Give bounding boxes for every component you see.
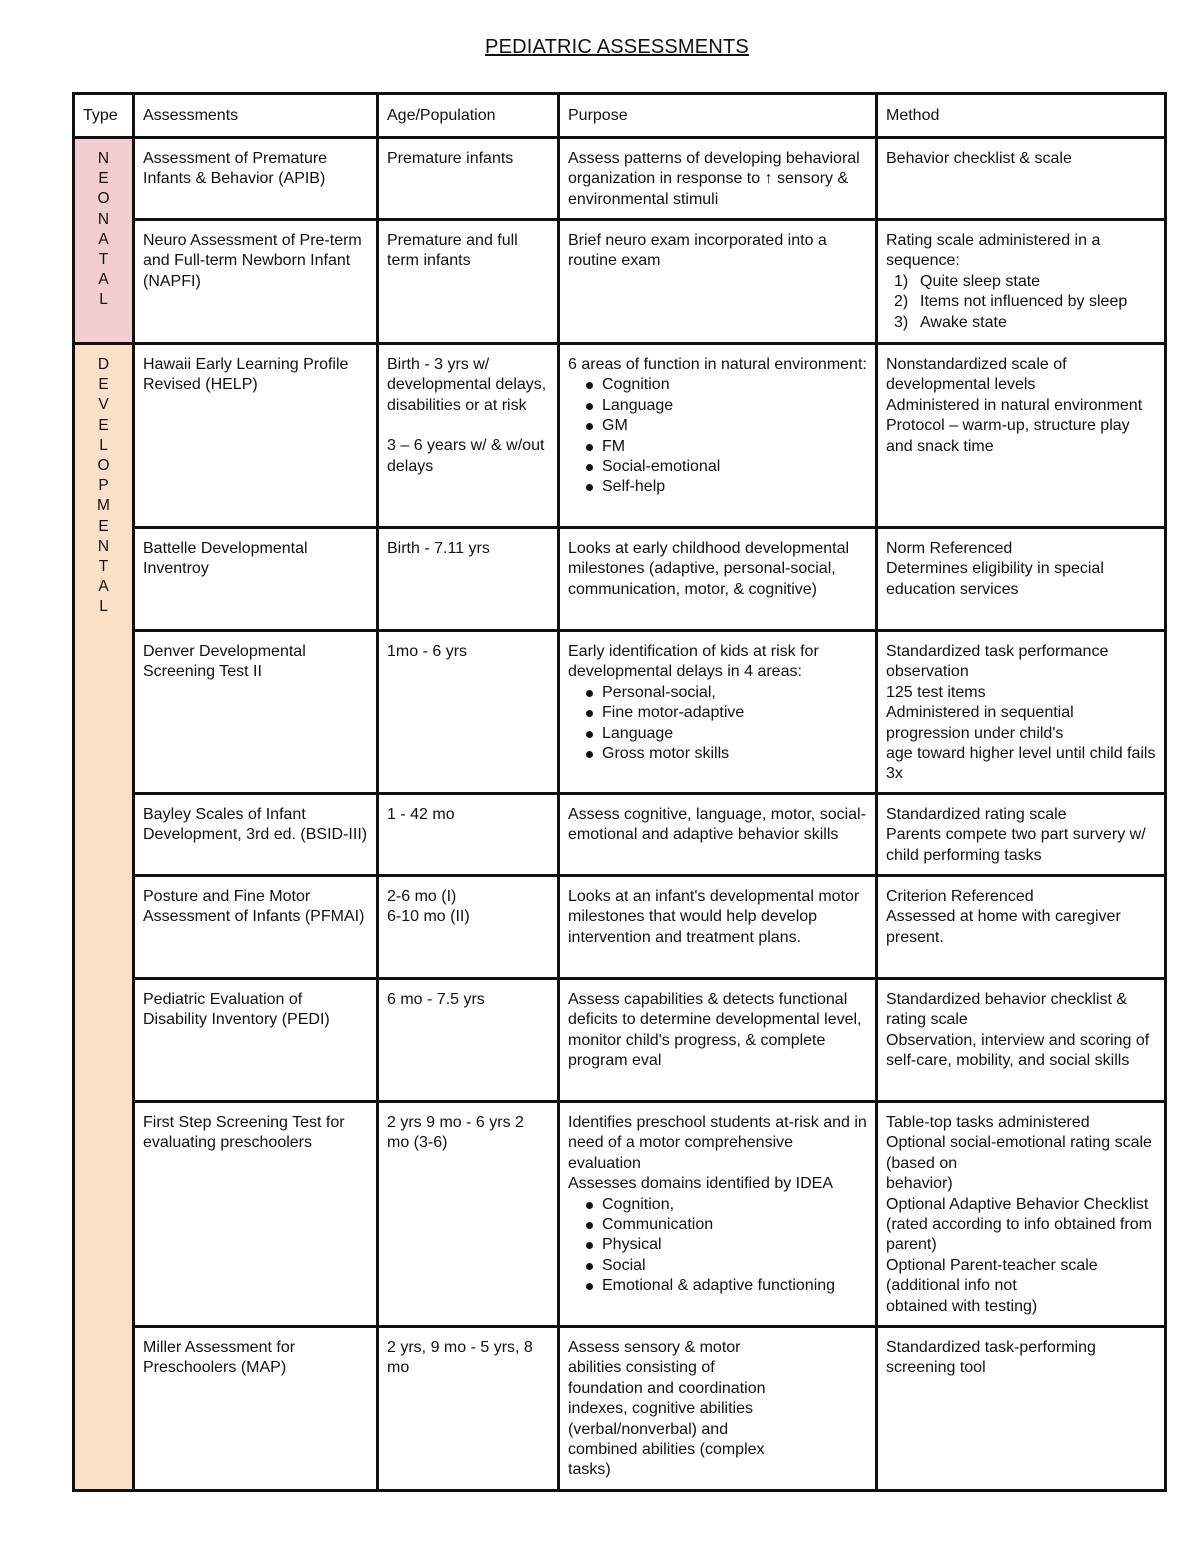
age-cell: 2 yrs 9 mo - 6 yrs 2 mo (3-6): [378, 1102, 559, 1327]
assessment-cell: Denver Developmental Screening Test II: [134, 631, 378, 794]
purpose-cell: Looks at an infant's developmental motor milestones that would help develop intervention and treatment plans.: [559, 876, 877, 979]
text-line: tasks): [568, 1461, 611, 1479]
method-cell: [877, 876, 1166, 979]
list-item: Social: [602, 1256, 867, 1276]
text-line: indexes, cognitive abilities: [568, 1400, 753, 1418]
type-letter: T: [98, 558, 109, 576]
type-letter: N: [97, 537, 110, 555]
type-letter: L: [99, 291, 108, 309]
table-row: [74, 876, 1166, 979]
text-line: Standardized task performance observation: [886, 643, 1109, 681]
text-line: Administered in natural environment: [886, 396, 1143, 414]
table-row: [74, 138, 1166, 220]
type-letter: N: [97, 210, 110, 228]
type-letter: A: [98, 230, 109, 248]
list-item: FM: [602, 437, 867, 457]
text-line: Assessed at home with caregiver present.: [886, 908, 1121, 946]
list-item: Language: [602, 724, 867, 744]
purpose-cell: [559, 1102, 877, 1327]
type-letter: O: [97, 190, 110, 208]
table-row: [74, 1327, 1166, 1491]
text-line: (verbal/nonverbal) and: [568, 1420, 729, 1438]
purpose-list: [568, 375, 867, 497]
type-neonatal: [74, 138, 134, 344]
text-line: foundation and coordination: [568, 1379, 766, 1397]
text-line: Protocol – warm-up, structure play and snack time: [886, 417, 1130, 455]
text-line: age toward higher level until child fails 3x: [886, 745, 1156, 783]
text-line: Determines eligibility in special education services: [886, 560, 1104, 598]
purpose-cell: [559, 344, 877, 528]
table-row: [74, 220, 1166, 344]
purpose-list: [568, 683, 867, 765]
assessment-cell: Pediatric Evaluation of Disability Inventory (PEDI): [134, 979, 378, 1102]
method-list: [886, 272, 1156, 333]
text-line: Standardized rating scale: [886, 806, 1067, 823]
list-item: Communication: [602, 1215, 867, 1235]
age-cell: 2 yrs, 9 mo - 5 yrs, 8 mo: [378, 1327, 559, 1491]
table-row: [74, 344, 1166, 528]
purpose-list: [568, 1195, 867, 1297]
header-row: [74, 94, 1166, 138]
assessment-cell: Neuro Assessment of Pre-term and Full-term Newborn Infant (NAPFI): [134, 220, 378, 344]
type-letter: T: [98, 251, 109, 269]
text-line: Assess sensory & motor: [568, 1339, 741, 1356]
type-letter: E: [98, 376, 109, 394]
purpose-intro: Early identification of kids at risk for developmental delays in 4 areas:: [568, 643, 819, 681]
list-item: Social-emotional: [602, 457, 867, 477]
text-line: Optional Parent-teacher scale (additional info not: [886, 1256, 1098, 1295]
text-line: Optional Adaptive Behavior Checklist (rated according to info obtained from parent): [886, 1195, 1152, 1254]
table-row: [74, 794, 1166, 876]
text-line: 125 test items: [886, 683, 986, 701]
list-item: Emotional & adaptive functioning: [602, 1276, 867, 1296]
text-line: Administered in sequential progression under child's: [886, 704, 1074, 742]
method-cell: [877, 794, 1166, 876]
type-letter: V: [98, 396, 109, 414]
header-method: Method: [877, 94, 1166, 138]
header-type: Type: [74, 94, 134, 138]
type-letter: P: [98, 477, 109, 495]
type-letter: L: [99, 598, 108, 616]
assessment-cell: First Step Screening Test for evaluating preschoolers: [134, 1102, 378, 1327]
list-item: Cognition: [602, 375, 867, 395]
assessment-cell: Miller Assessment for Preschoolers (MAP): [134, 1327, 378, 1491]
purpose-cell: Assess cognitive, language, motor, social-emotional and adaptive behavior skills: [559, 794, 877, 876]
list-item: GM: [602, 416, 867, 436]
method-cell: [877, 979, 1166, 1102]
text-line: combined abilities (complex: [568, 1441, 765, 1459]
type-letter: N: [97, 150, 110, 167]
method-cell: [877, 631, 1166, 794]
method-intro: Rating scale administered in a sequence:: [886, 232, 1101, 270]
assessment-cell: Assessment of Premature Infants & Behavior (APIB): [134, 138, 378, 220]
text-line: 6-10 mo (II): [387, 908, 470, 926]
assessment-cell: Bayley Scales of Infant Development, 3rd ed. (BSID-III): [134, 794, 378, 876]
purpose-cell: [559, 1327, 877, 1491]
assessment-cell: Hawaii Early Learning Profile Revised (HELP): [134, 344, 378, 528]
age-cell: Premature and full term infants: [378, 220, 559, 344]
purpose-intro: 6 areas of function in natural environment:: [568, 356, 867, 373]
purpose-intro: Identifies preschool students at-risk and in need of a motor comprehensive evaluation: [568, 1114, 867, 1172]
text-line: Optional social-emotional rating scale (based on: [886, 1134, 1152, 1172]
header-purpose: Purpose: [559, 94, 877, 138]
purpose-cell: Brief neuro exam incorporated into a routine exam: [559, 220, 877, 344]
type-letter: M: [97, 497, 110, 515]
table-row: [74, 1102, 1166, 1327]
type-letter: O: [97, 457, 110, 475]
type-neonatal-label: [83, 149, 124, 311]
list-item: Physical: [602, 1235, 867, 1255]
type-developmental-label: [83, 355, 124, 618]
type-letter: D: [97, 356, 110, 373]
purpose-intro: Assesses domains identified by IDEA: [568, 1175, 834, 1193]
type-letter: A: [98, 578, 109, 596]
method-cell: [877, 220, 1166, 344]
table-row: [74, 631, 1166, 794]
method-cell: [877, 1102, 1166, 1327]
list-item: Self-help: [602, 477, 867, 497]
type-letter: E: [98, 416, 109, 434]
list-item: Fine motor-adaptive: [602, 703, 867, 723]
age-cell: 6 mo - 7.5 yrs: [378, 979, 559, 1102]
list-item: 1) Quite sleep state: [894, 272, 1041, 290]
type-letter: A: [98, 271, 109, 289]
method-cell: [877, 528, 1166, 631]
age-line: 3 – 6 years w/ & w/out delays: [387, 437, 545, 475]
method-cell: Standardized task-performing screening tool: [877, 1327, 1166, 1491]
list-item: Language: [602, 396, 867, 416]
age-cell: Birth - 7.11 yrs: [378, 528, 559, 631]
text-line: Standardized behavior checklist & rating scale: [886, 991, 1128, 1029]
type-letter: E: [98, 170, 109, 188]
text-line: 2-6 mo (I): [387, 888, 457, 905]
text-line: Table-top tasks administered: [886, 1114, 1090, 1131]
type-letter: E: [98, 517, 109, 535]
list-item: 2) Items not influenced by sleep: [894, 293, 1128, 311]
list-item: Gross motor skills: [602, 744, 867, 764]
text-line: Nonstandardized scale of developmental levels: [886, 356, 1067, 394]
header-age-population: Age/Population: [378, 94, 559, 138]
purpose-cell: [559, 631, 877, 794]
purpose-cell: Looks at early childhood developmental milestones (adaptive, personal-social, communication, motor, & cognitive): [559, 528, 877, 631]
type-developmental: [74, 344, 134, 1491]
age-cell: [378, 344, 559, 528]
list-item: 3) Awake state: [894, 313, 1007, 331]
list-item: Personal-social,: [602, 683, 867, 703]
header-assessments: Assessments: [134, 94, 378, 138]
table-row: [74, 528, 1166, 631]
assessments-table: [72, 92, 1167, 1492]
purpose-cell: Assess patterns of developing behavioral organization in response to ↑ sensory & environmental stimuli: [559, 138, 877, 220]
age-cell: Premature infants: [378, 138, 559, 220]
text-line: abilities consisting of: [568, 1359, 715, 1377]
assessment-cell: Battelle Developmental Inventroy: [134, 528, 378, 631]
text-line: Parents compete two part survery w/ child performing tasks: [886, 826, 1146, 864]
age-cell: 1mo - 6 yrs: [378, 631, 559, 794]
text-line: obtained with testing): [886, 1297, 1038, 1315]
text-line: Norm Referenced: [886, 540, 1013, 557]
text-line: Observation, interview and scoring of self-care, mobility, and social skills: [886, 1031, 1150, 1070]
age-cell: [378, 876, 559, 979]
age-line: Birth - 3 yrs w/ developmental delays, disabilities or at risk: [387, 356, 547, 414]
list-item: Cognition,: [602, 1195, 867, 1215]
text-line: Criterion Referenced: [886, 888, 1034, 905]
purpose-cell: Assess capabilities & detects functional deficits to determine developmental level, monitor child's progress, & complete program eval: [559, 979, 877, 1102]
table-row: [74, 979, 1166, 1102]
method-cell: [877, 344, 1166, 528]
method-cell: Behavior checklist & scale: [877, 138, 1166, 220]
page-title: PEDIATRIC ASSESSMENTS: [485, 36, 749, 58]
type-letter: L: [99, 436, 108, 454]
assessment-cell: Posture and Fine Motor Assessment of Infants (PFMAI): [134, 876, 378, 979]
age-cell: 1 - 42 mo: [378, 794, 559, 876]
text-line: behavior): [886, 1175, 953, 1193]
